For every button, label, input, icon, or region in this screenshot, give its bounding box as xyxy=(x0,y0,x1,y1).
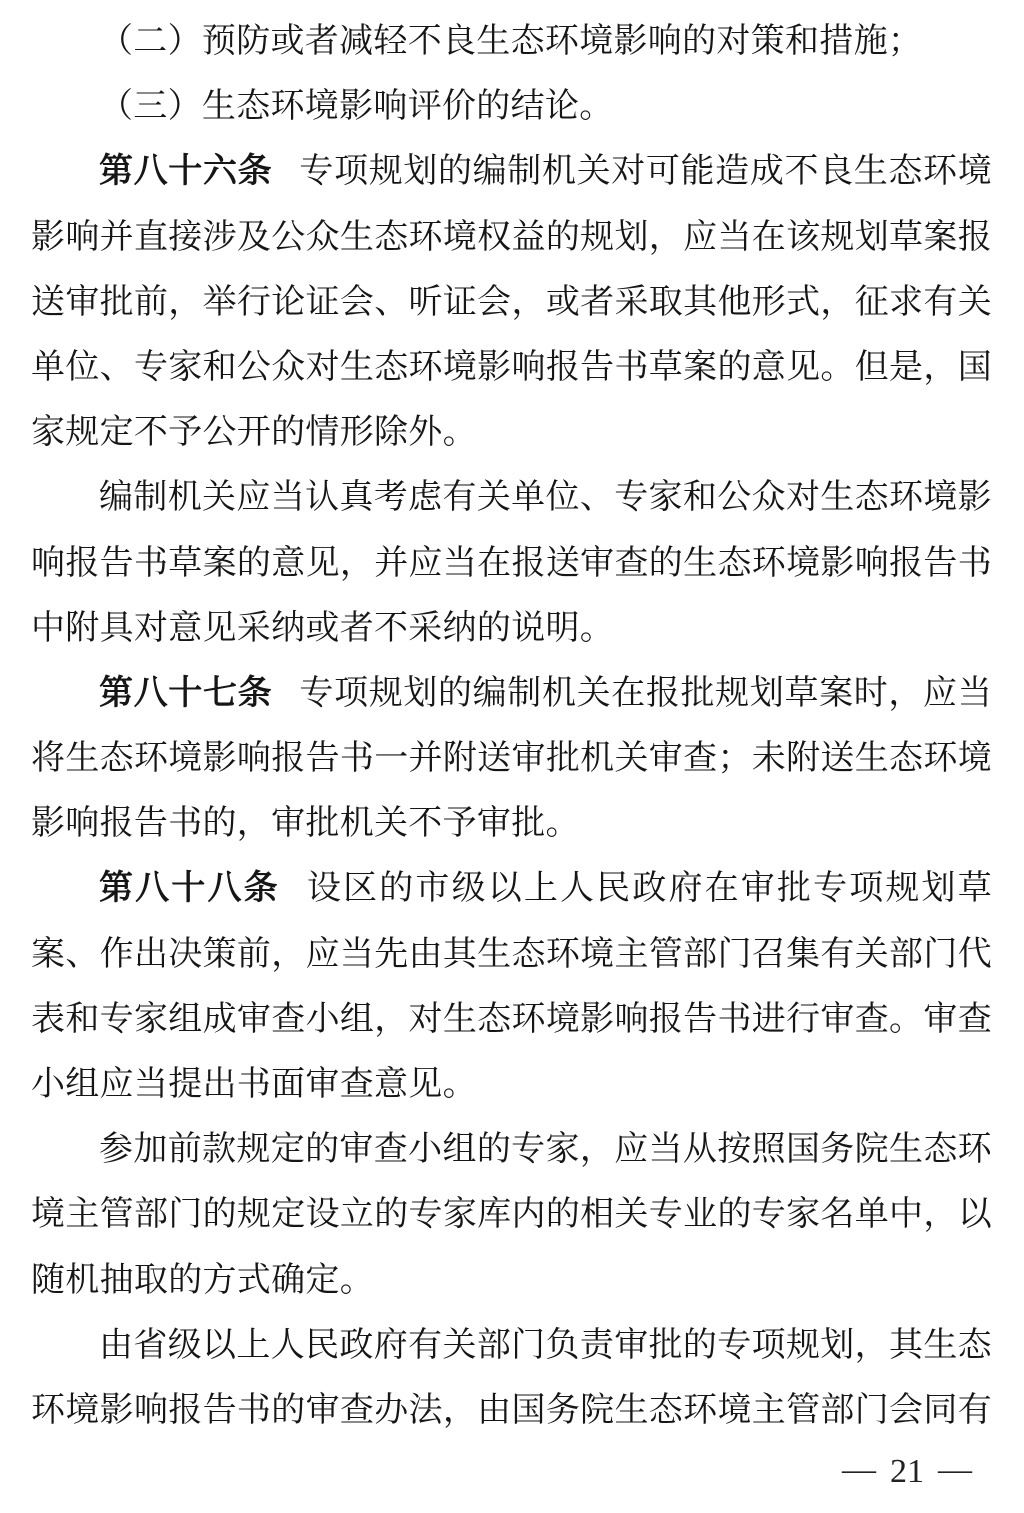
text-line xyxy=(31,1248,992,1313)
text-line xyxy=(31,791,992,856)
text-line xyxy=(31,74,992,139)
line-text: 家规定不予公开的情形除外。 xyxy=(31,414,477,452)
line-text: 由省级以上人民政府有关部门负责审批的专项规划，其生态 xyxy=(99,1326,992,1364)
line-text: 专项规划的编制机关对可能造成不良生态环境 xyxy=(299,153,993,191)
line-text: 境主管部门的规定设立的专家库内的相关专业的专家名单中，以 xyxy=(31,1196,992,1234)
text-line xyxy=(31,661,992,726)
line-text: 送审批前，举行论证会、听证会，或者采取其他形式，征求有关 xyxy=(31,283,992,321)
text-line xyxy=(31,1313,992,1378)
line-text: 影响报告书的，审批机关不予审批。 xyxy=(31,805,580,843)
line-text: 随机抽取的方式确定。 xyxy=(31,1261,374,1299)
line-text: 表和专家组成审查小组，对生态环境影响报告书进行审查。审查 xyxy=(31,1000,992,1038)
text-line xyxy=(31,139,992,204)
line-text: 案、作出决策前，应当先由其生态环境主管部门召集有关部门代 xyxy=(31,935,992,973)
line-text: （三）生态环境影响评价的结论。 xyxy=(99,88,614,126)
line-text: 响报告书草案的意见，并应当在报送审查的生态环境影响报告书 xyxy=(31,544,992,582)
text-line xyxy=(31,1378,992,1443)
text-line xyxy=(31,270,992,335)
article-number: 第八十六条 xyxy=(99,153,273,191)
line-text: 中附具对意见采纳或者不采纳的说明。 xyxy=(31,609,615,647)
text-line xyxy=(31,465,992,530)
line-text: 小组应当提出书面审查意见。 xyxy=(31,1066,477,1103)
text-line xyxy=(31,987,992,1052)
line-text: 设区的市级以上人民政府在审批专项规划草 xyxy=(306,870,992,908)
text-line xyxy=(31,335,992,400)
line-text: 环境影响报告书的审查办法，由国务院生态环境主管部门会同有 xyxy=(31,1391,992,1429)
page-number-value: 21 xyxy=(890,1453,924,1490)
text-line xyxy=(31,205,992,270)
text-line xyxy=(31,1117,992,1182)
text-line xyxy=(31,596,992,661)
text-line xyxy=(31,1052,992,1117)
text-line xyxy=(31,726,992,791)
line-text: （二）预防或者减轻不良生态环境影响的对策和措施； xyxy=(99,23,923,60)
page-number-right-dash: — xyxy=(938,1451,972,1488)
text-line xyxy=(31,1182,992,1247)
line-text: 将生态环境影响报告书一并附送审批机关审查；未附送生态环境 xyxy=(31,740,992,778)
article-number: 第八十八条 xyxy=(99,870,280,908)
line-text: 编制机关应当认真考虑有关单位、专家和公众对生态环境影 xyxy=(99,479,992,517)
line-text: 参加前款规定的审查小组的专家，应当从按照国务院生态环 xyxy=(99,1131,992,1169)
text-line xyxy=(31,531,992,596)
line-text: 专项规划的编制机关在报批规划草案时，应当 xyxy=(299,674,993,712)
page-number xyxy=(828,1441,986,1503)
text-line xyxy=(31,400,992,465)
line-text: 单位、专家和公众对生态环境影响报告书草案的意见。但是，国 xyxy=(31,348,992,386)
text-body xyxy=(31,9,992,1443)
page-number-left-dash: — xyxy=(842,1451,876,1488)
article-number: 第八十七条 xyxy=(99,674,273,712)
line-text: 影响并直接涉及公众生态环境权益的规划，应当在该规划草案报 xyxy=(31,218,992,256)
text-line xyxy=(31,856,992,921)
text-line xyxy=(31,922,992,987)
text-line xyxy=(31,9,992,74)
